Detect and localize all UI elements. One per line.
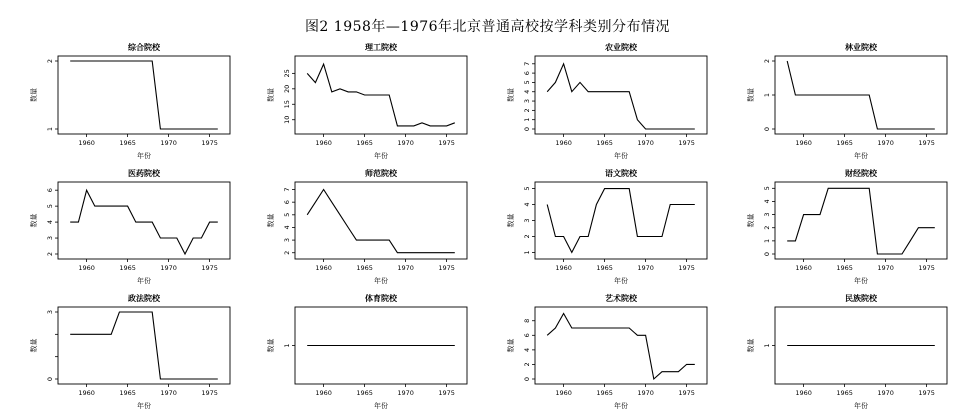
x-tick-label: 1970 <box>397 389 414 397</box>
y-tick-label: 7 <box>523 61 531 66</box>
x-tick-label: 1975 <box>438 264 455 272</box>
y-tick-label: 2 <box>763 58 771 64</box>
y-axis-label: 数量 <box>507 338 515 353</box>
chart-panel-8 <box>746 168 947 285</box>
panel-title: 农业院校 <box>605 43 637 52</box>
x-tick-label: 1970 <box>397 264 414 272</box>
x-axis-label: 年份 <box>854 277 868 285</box>
y-tick-label: 1 <box>763 343 771 348</box>
chart-panel-11 <box>506 293 707 409</box>
y-axis-label: 数量 <box>267 88 275 102</box>
panel-title: 师范院校 <box>365 169 397 178</box>
panel-title: 体育院校 <box>365 294 397 303</box>
x-tick-label: 1975 <box>918 139 935 147</box>
x-tick-label: 1970 <box>160 264 177 272</box>
x-tick-label: 1960 <box>795 264 812 272</box>
x-tick-label: 1975 <box>201 389 218 397</box>
x-tick-label: 1960 <box>555 139 572 147</box>
panel-title: 政法院校 <box>128 294 160 303</box>
x-tick-label: 1975 <box>918 264 935 272</box>
x-axis-label: 年份 <box>854 402 868 409</box>
chart-panel-2 <box>266 42 467 160</box>
y-tick-label: 8 <box>523 318 531 323</box>
plot-frame <box>58 56 230 134</box>
y-axis-label: 数量 <box>30 338 38 353</box>
chart-panel-3 <box>506 42 707 160</box>
x-tick-label: 1960 <box>78 264 95 272</box>
x-tick-label: 1960 <box>555 389 572 397</box>
chart-panel-6 <box>266 168 467 285</box>
chart-panel-1 <box>29 42 230 160</box>
series-line <box>70 312 218 379</box>
y-tick-label: 2 <box>763 225 771 230</box>
y-tick-label: 6 <box>523 333 531 338</box>
x-axis-label: 年份 <box>137 277 151 285</box>
plot-frame <box>535 182 707 259</box>
plot-frame <box>535 56 707 134</box>
panel-title: 语文院校 <box>605 169 637 178</box>
y-tick-label: 2 <box>46 251 54 257</box>
panel-title: 医药院校 <box>128 169 160 178</box>
chart-panel-4 <box>746 42 947 160</box>
x-tick-label: 1965 <box>356 389 373 397</box>
y-axis-label: 数量 <box>747 213 755 228</box>
chart-panel-12 <box>746 293 947 409</box>
x-tick-label: 1965 <box>836 264 853 272</box>
y-tick-label: 5 <box>763 186 771 191</box>
x-tick-label: 1975 <box>918 389 935 397</box>
x-tick-label: 1960 <box>555 264 572 272</box>
y-tick-label: 1 <box>46 126 54 132</box>
x-tick-label: 1960 <box>795 139 812 147</box>
y-axis-label: 数量 <box>30 213 38 228</box>
series-line <box>547 64 695 129</box>
x-tick-label: 1975 <box>201 264 218 272</box>
y-tick-label: 4 <box>46 220 54 225</box>
x-tick-label: 1975 <box>678 139 695 147</box>
plot-frame <box>58 182 230 259</box>
y-tick-label: 6 <box>283 200 291 205</box>
x-axis-label: 年份 <box>374 152 388 160</box>
y-tick-label: 2 <box>523 234 531 239</box>
x-tick-label: 1970 <box>877 264 894 272</box>
x-tick-label: 1965 <box>119 389 136 397</box>
x-tick-label: 1970 <box>637 139 654 147</box>
y-axis-label: 数量 <box>507 88 515 102</box>
x-axis-label: 年份 <box>614 402 628 409</box>
panel-title: 财经院校 <box>845 169 877 178</box>
y-tick-label: 2 <box>523 108 531 113</box>
x-tick-label: 1975 <box>201 139 218 147</box>
x-tick-label: 1960 <box>315 389 332 397</box>
series-line <box>70 190 218 254</box>
x-axis-label: 年份 <box>137 402 151 409</box>
y-tick-label: 4 <box>523 89 531 94</box>
y-tick-label: 1 <box>523 250 531 255</box>
y-tick-label: 5 <box>523 80 531 85</box>
y-tick-label: 4 <box>763 199 771 204</box>
x-tick-label: 1960 <box>795 389 812 397</box>
y-tick-label: 0 <box>763 126 771 132</box>
y-axis-label: 数量 <box>507 213 515 228</box>
x-tick-label: 1975 <box>678 264 695 272</box>
x-tick-label: 1970 <box>637 389 654 397</box>
x-axis-label: 年份 <box>614 277 628 285</box>
y-axis-label: 数量 <box>30 88 38 102</box>
y-tick-label: 2 <box>283 250 291 255</box>
x-axis-label: 年份 <box>374 277 388 285</box>
y-tick-label: 0 <box>523 126 531 132</box>
plot-frame <box>58 307 230 384</box>
x-axis-label: 年份 <box>374 402 388 409</box>
y-tick-label: 1 <box>523 117 531 122</box>
y-tick-label: 4 <box>523 202 531 207</box>
panel-title: 综合院校 <box>128 43 160 52</box>
y-tick-label: 3 <box>763 212 771 217</box>
y-tick-label: 0 <box>523 376 531 382</box>
panel-title: 民族院校 <box>845 294 877 303</box>
x-tick-label: 1965 <box>836 139 853 147</box>
chart-panel-10 <box>266 293 467 409</box>
y-tick-label: 2 <box>523 362 531 367</box>
series-line <box>547 189 695 253</box>
panel-title: 林业院校 <box>845 43 877 52</box>
panel-title: 艺术院校 <box>605 294 637 303</box>
series-line <box>307 190 455 253</box>
x-tick-label: 1970 <box>160 139 177 147</box>
x-tick-label: 1975 <box>438 389 455 397</box>
x-tick-label: 1960 <box>78 389 95 397</box>
y-axis-label: 数量 <box>747 88 755 102</box>
x-tick-label: 1970 <box>877 389 894 397</box>
y-axis-label: 数量 <box>747 338 755 353</box>
chart-panel-7 <box>506 168 707 285</box>
x-tick-label: 1975 <box>438 139 455 147</box>
y-tick-label: 5 <box>523 186 531 191</box>
y-tick-label: 3 <box>523 218 531 223</box>
plot-frame <box>775 182 947 259</box>
y-tick-label: 6 <box>46 188 54 193</box>
y-tick-label: 0 <box>763 251 771 257</box>
y-tick-label: 5 <box>283 212 291 217</box>
x-tick-label: 1965 <box>836 389 853 397</box>
y-tick-label: 4 <box>523 347 531 352</box>
series-line <box>787 188 935 254</box>
x-tick-label: 1965 <box>119 139 136 147</box>
y-tick-label: 1 <box>763 92 771 98</box>
y-tick-label: 3 <box>283 238 291 243</box>
x-tick-label: 1970 <box>637 264 654 272</box>
chart-panel-9 <box>29 293 230 409</box>
x-tick-label: 1970 <box>160 389 177 397</box>
y-axis-label: 数量 <box>267 338 275 353</box>
y-tick-label: 25 <box>283 69 291 78</box>
x-tick-label: 1965 <box>119 264 136 272</box>
x-tick-label: 1965 <box>356 139 373 147</box>
x-tick-label: 1965 <box>596 264 613 272</box>
y-tick-label: 3 <box>46 235 54 241</box>
x-tick-label: 1965 <box>596 139 613 147</box>
y-tick-label: 15 <box>283 100 291 109</box>
y-tick-label: 3 <box>46 309 54 315</box>
y-tick-label: 10 <box>283 115 291 124</box>
x-axis-label: 年份 <box>614 152 628 160</box>
chart-panel-5 <box>29 168 230 285</box>
series-line <box>307 64 455 126</box>
series-line <box>787 61 935 129</box>
y-axis-label: 数量 <box>267 213 275 228</box>
x-axis-label: 年份 <box>854 152 868 160</box>
panel-title: 理工院校 <box>365 43 397 52</box>
series-line <box>547 314 695 380</box>
y-tick-label: 20 <box>283 84 291 93</box>
x-tick-label: 1960 <box>78 139 95 147</box>
x-axis-label: 年份 <box>137 152 151 160</box>
series-line <box>70 61 218 129</box>
y-tick-label: 1 <box>283 343 291 348</box>
y-tick-label: 6 <box>523 71 531 76</box>
y-tick-label: 4 <box>283 225 291 230</box>
y-tick-label: 5 <box>46 204 54 209</box>
y-tick-label: 1 <box>763 238 771 243</box>
y-tick-label: 2 <box>46 58 54 64</box>
x-tick-label: 1970 <box>397 139 414 147</box>
x-tick-label: 1960 <box>315 139 332 147</box>
x-tick-label: 1970 <box>877 139 894 147</box>
x-tick-label: 1965 <box>356 264 373 272</box>
figure-title: 图2 1958年—1976年北京普通高校按学科类别分布情况 <box>304 19 671 35</box>
y-tick-label: 7 <box>283 187 291 192</box>
y-tick-label: 3 <box>523 98 531 104</box>
y-tick-label: 0 <box>46 376 54 382</box>
x-tick-label: 1960 <box>315 264 332 272</box>
x-tick-label: 1975 <box>678 389 695 397</box>
x-tick-label: 1965 <box>596 389 613 397</box>
